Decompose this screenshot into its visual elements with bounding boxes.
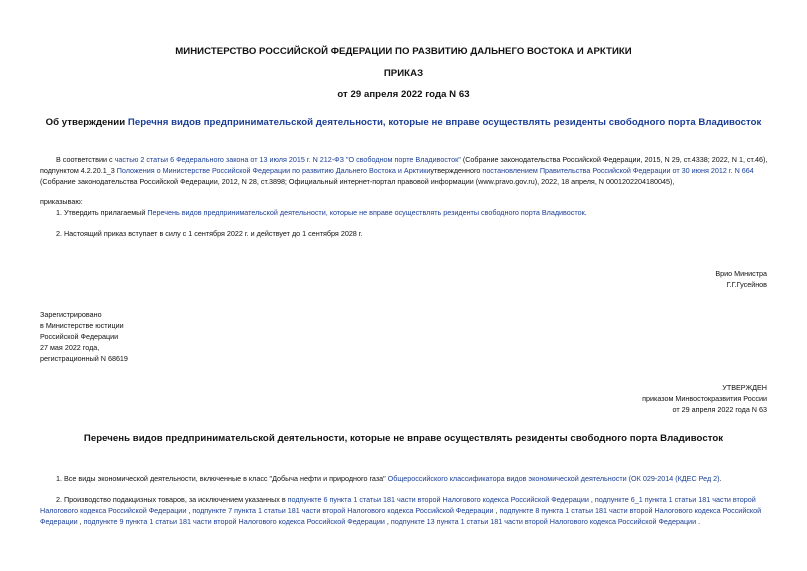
tax-code-link-2[interactable]: подпункте 6_1 пункта 1 статьи 181 части второй Налогового кодекса Российской Федерации: [40, 495, 756, 515]
registration-line-1: Зарегистрировано: [40, 310, 102, 319]
doc-date: от 29 апреля 2022 года N 63: [337, 89, 470, 100]
ministry-regulation-link[interactable]: Положения о Министерстве Российской Федерации по развитию Дальнего Востока и Арктики: [116, 166, 431, 175]
registration-block: [40, 309, 128, 364]
list-item-2-sep-3: ,: [493, 506, 500, 515]
ministry-heading: МИНИСТЕРСТВО РОССИЙСКОЙ ФЕДЕРАЦИИ ПО РАЗВИТИЮ ДАЛЬНЕГО ВОСТОКА И АРКТИКИ: [175, 46, 632, 57]
list-item-2-prefix: 2. Производство подакцизных товаров, за исключением указанных в: [56, 495, 288, 504]
list-title: Перечень видов предпринимательской деятельности, которые не вправе осуществлять резиденты свободного порта Владивосток: [83, 433, 724, 444]
order-item-1: [56, 207, 770, 218]
list-item-2-sep-6: .: [696, 517, 701, 526]
list-item-2: [40, 494, 770, 527]
signature-name: Г.Г.Гусейнов: [726, 280, 767, 289]
order-item-1-suffix: .: [584, 208, 587, 217]
federal-law-link[interactable]: частью 2 статьи 6 Федерального закона от 13 июля 2015 г. N 212-ФЗ "О свободном порте Владивосток": [114, 155, 461, 164]
list-item-2-sep-4: ,: [77, 517, 84, 526]
signature-position: Врио Министра: [715, 269, 767, 278]
approved-line-2: приказом Минвостокразвития России: [642, 394, 767, 403]
preamble: [40, 154, 770, 187]
tax-code-link-3[interactable]: подпункте 7 пункта 1 статьи 181 части второй Налогового кодекса Российской Федерации: [192, 506, 494, 515]
preamble-text-1: В соответствии с: [56, 155, 115, 164]
preamble-text-4: (Собрание законодательства Российской Федерации, 2012, N 28, ст.3898; Официальный интернет-портал правовой информации (www.pravo.gov.ru), 2022, 18 апреля, N 0001202204180045),: [40, 177, 675, 186]
order-item-1-prefix: 1. Утвердить прилагаемый: [56, 208, 148, 217]
approved-line-1: УТВЕРЖДЕН: [722, 383, 767, 392]
approved-block: [642, 382, 767, 415]
list-item-2-sep-2: ,: [186, 506, 193, 515]
registration-line-2: в Министерстве юстиции: [40, 321, 124, 330]
list-item-2-sep-5: ,: [384, 517, 391, 526]
doc-title-prefix: Об утверждении: [45, 117, 128, 128]
doc-type: ПРИКАЗ: [383, 68, 424, 79]
registration-line-3: Российской Федерации: [40, 332, 119, 341]
government-resolution-link[interactable]: постановлением Правительства Российской Федерации от 30 июня 2012 г. N 664: [482, 166, 754, 175]
preamble-text-3: утвержденного: [430, 166, 483, 175]
tax-code-link-4[interactable]: подпункте 8 пункта 1 статьи 181 части второй Налогового кодекса Российской Федерации: [40, 506, 762, 526]
okved-link[interactable]: Общероссийского классификатора видов экономической деятельности (ОК 029-2014 (КДЕС Ред 2): [387, 474, 720, 483]
list-item-2-sep-1: ,: [588, 495, 595, 504]
tax-code-link-6[interactable]: подпункте 13 пункта 1 статьи 181 части второй Налогового кодекса Российской Федерации: [390, 517, 697, 526]
tax-code-link-5[interactable]: подпункте 9 пункта 1 статьи 181 части второй Налогового кодекса Российской Федерации: [83, 517, 385, 526]
list-item-1-prefix: 1. Все виды экономической деятельности, включенные в класс "Добыча нефти и природного газа": [56, 474, 388, 483]
registration-line-4: 27 мая 2022 года,: [40, 343, 100, 352]
list-item-1: [56, 473, 770, 484]
preamble-text-2: (Собрание законодательства Российской Федерации, 2015, N 29, ст.4338; 2022, N 1, ст.46), подпунктом 4.2.20.1_3: [40, 155, 768, 175]
order-item-2: 2. Настоящий приказ вступает в силу с 1 сентября 2022 г. и действует до 1 сентября 2028 г.: [56, 229, 363, 238]
list-link[interactable]: Перечень видов предпринимательской деятельности, которые не вправе осуществлять резиденты свободного порта Владивосток: [147, 208, 585, 217]
tax-code-link-1[interactable]: подпункте 6 пункта 1 статьи 181 части второй Налогового кодекса Российской Федерации: [287, 495, 589, 504]
list-item-1-suffix: .: [719, 474, 722, 483]
approved-line-3: от 29 апреля 2022 года N 63: [672, 405, 767, 414]
doc-title: [0, 117, 807, 128]
doc-title-link[interactable]: Перечня видов предпринимательской деятельности, которые не вправе осуществлять резиденты свободного порта Владивосток: [127, 117, 762, 128]
registration-line-5: регистрационный N 68619: [40, 354, 128, 363]
order-label: приказываю:: [40, 197, 83, 206]
